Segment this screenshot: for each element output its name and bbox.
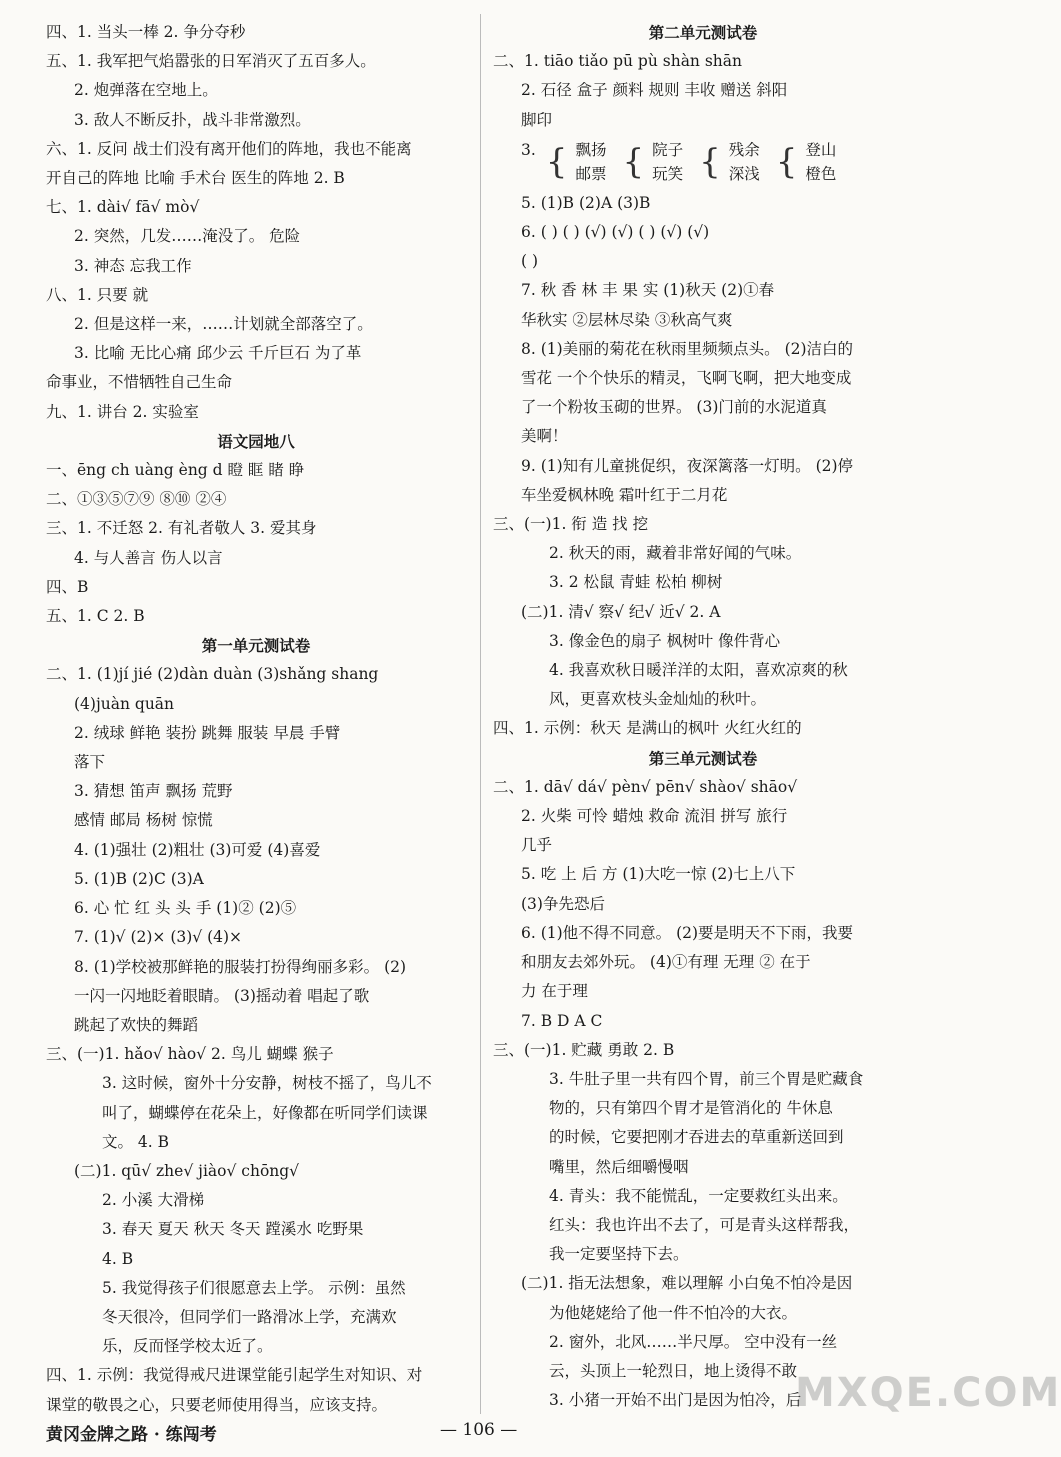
answer-line: 6. ( ) ( ) (√) (√) ( ) (√) (√) — [521, 223, 710, 242]
answer-line: 云，头顶上一轮烈日，地上烫得不敢 — [549, 1361, 798, 1380]
answer-line: 落下 — [74, 753, 106, 772]
answer-line: 几乎 — [521, 836, 553, 855]
answer-line: 开自己的阵地 比喻 手术台 医生的阵地 2. B — [46, 169, 345, 188]
answer-line: 三、(一)1. hǎo√ hào√ 2. 鸟儿 蝴蝶 猴子 — [46, 1045, 334, 1064]
answer-line: 3. 牛肚子里一共有四个胃，前三个胃是贮藏食 — [549, 1069, 864, 1088]
answer-line: (二)1. 指无法想象，难以理解 小白兔不怕冷是因 — [521, 1274, 853, 1293]
right-top-block — [493, 18, 913, 135]
answer-line: 5. (1)B (2)C (3)A — [74, 869, 204, 888]
answer-line: 2. 炮弹落在空地上。 — [74, 81, 218, 100]
answer-line: 一、ēng ch uàng èng d 瞪 眶 睹 睁 — [46, 461, 305, 480]
answer-line: 第三单元测试卷 — [648, 748, 758, 768]
answer-line: 4. 我喜欢秋日暖洋洋的太阳，喜欢凉爽的秋 — [549, 661, 848, 680]
answer-line: 三、1. 不迁怒 2. 有礼者敬人 3. 爱其身 — [46, 519, 317, 538]
answer-line: 力 在于理 — [521, 982, 588, 1001]
answer-line: 感情 邮局 杨树 惊慌 — [74, 811, 213, 830]
answer-line: 4. B — [102, 1249, 134, 1268]
brace-word: 院子 — [652, 140, 684, 159]
right-column — [493, 18, 913, 1415]
brace-group — [622, 138, 689, 186]
answer-line: 四、1. 当头一棒 2. 争分夺秒 — [46, 23, 246, 41]
answer-line: 7. 秋 香 林 丰 果 实 (1)秋天 (2)①春 — [521, 281, 775, 300]
brace-word: 登山 — [805, 140, 837, 159]
answer-line: 四、1. 示例：我觉得戒尺进课堂能引起学生对知识、对 — [46, 1366, 423, 1385]
answer-line: 语文园地八 — [217, 431, 295, 451]
watermark-logo: MXQE.COM — [795, 1370, 1061, 1416]
brace-word: 深浅 — [728, 164, 760, 183]
answer-line: 3. 神态 忘我工作 — [74, 256, 192, 275]
answer-line: 2. 窗外，北风……半尺厚。 空中没有一丝 — [549, 1332, 838, 1351]
column-divider — [480, 14, 481, 1414]
left-column — [46, 18, 466, 1420]
brace-icon: { — [545, 141, 568, 182]
answer-line: 二、1. (1)jí jié (2)dàn duàn (3)shǎng shang — [46, 665, 379, 684]
answer-line: 三、(一)1. 贮藏 勇敢 2. B — [493, 1040, 675, 1059]
answer-line: 九、1. 讲台 2. 实验室 — [46, 402, 199, 421]
answer-line: 三、(一)1. 衔 造 找 挖 — [493, 515, 649, 534]
page-number: — 106 — — [440, 1420, 518, 1440]
brace-icon: { — [775, 141, 798, 182]
brace-group — [546, 138, 613, 186]
answer-line: (4)juàn quān — [74, 694, 175, 713]
answer-line: 7. (1)√ (2)× (3)√ (4)× — [74, 928, 243, 947]
brace-word: 橙色 — [805, 164, 837, 183]
brace-icon: { — [622, 141, 645, 182]
answer-line: (二)1. 清√ 察√ 纪√ 近√ 2. A — [521, 602, 721, 621]
answer-line: 六、1. 反问 战士们没有离开他们的阵地，我也不能离 — [46, 139, 412, 158]
answer-line: 脚印 — [521, 110, 553, 129]
answer-line: 6. (1)他不得不同意。 (2)要是明天不下雨，我要 — [521, 923, 854, 942]
answer-line: 2. 石径 盒子 颜料 规则 丰收 赠送 斜阳 — [521, 81, 788, 100]
answer-line: 4. 青头：我不能慌乱，一定要救红头出来。 — [549, 1186, 848, 1205]
answer-line: 命事业，不惜牺牲自己生命 — [46, 373, 233, 392]
brace-label: 3. — [521, 140, 536, 159]
brace-group — [699, 138, 766, 186]
answer-line: 七、1. dài√ fā√ mò√ — [46, 198, 200, 217]
answer-line: 7. B D A C — [521, 1011, 603, 1030]
brace-word: 残余 — [728, 140, 760, 159]
answer-line: 3. 猜想 笛声 飘扬 荒野 — [74, 782, 233, 801]
answer-line: 风，更喜欢枝头金灿灿的秋叶。 — [549, 690, 767, 709]
brace-word: 邮票 — [575, 164, 607, 183]
answer-line: 冬天很冷，但同学们一路滑冰上学，充满欢 — [102, 1307, 397, 1326]
answer-line: 雪花 一个个快乐的精灵，飞啊飞啊，把大地变成 — [521, 369, 852, 388]
answer-line: 二、1. tiāo tiǎo pū pù shàn shān — [493, 52, 742, 71]
answer-line: 二、①③⑤⑦⑨ ⑧⑩ ②④ — [46, 490, 227, 509]
footer-brand: 黄冈金牌之路 · 练闯考 — [46, 1425, 217, 1445]
answer-line: (3)争先恐后 — [521, 894, 605, 913]
answer-line: 4. (1)强壮 (2)粗壮 (3)可爱 (4)喜爱 — [74, 840, 321, 859]
answer-line: 课堂的敬畏之心，只要老师使用得当，应该支持。 — [46, 1395, 388, 1414]
answer-line: 第二单元测试卷 — [648, 23, 758, 42]
brace-word: 玩笑 — [652, 164, 684, 183]
answer-line: 9. (1)知有儿童挑促织，夜深篱落一灯明。 (2)停 — [521, 456, 854, 475]
answer-line: 一闪一闪地眨着眼睛。 (3)摇动着 唱起了歌 — [74, 986, 370, 1005]
right-bottom-block — [493, 189, 913, 1416]
answer-line: 4. 与人善言 伤人以言 — [74, 548, 223, 567]
answer-line: 第一单元测试卷 — [201, 636, 311, 656]
answer-line: 3. 小猪一开始不出门是因为怕冷，后 — [549, 1391, 802, 1410]
answer-line: 3. 2 松鼠 青蛙 松柏 柳树 — [549, 573, 723, 592]
answer-line: 8. (1)学校被那鲜艳的服装打扮得绚丽多彩。 (2) — [74, 957, 407, 976]
answer-line: 叫了，蝴蝶停在花朵上，好像都在听同学们读课 — [102, 1103, 428, 1122]
answer-line: 3. 像金色的扇子 枫树叶 像件背心 — [549, 631, 781, 650]
answer-line: 嘴里，然后细嚼慢咽 — [549, 1157, 689, 1176]
answer-line: 8. (1)美丽的菊花在秋雨里频频点头。 (2)洁白的 — [521, 339, 854, 358]
answer-line: 四、1. 示例：秋天 是满山的枫叶 火红火红的 — [493, 719, 802, 738]
answer-line: 四、B — [46, 577, 89, 596]
answer-line: 跳起了欢快的舞蹈 — [74, 1015, 199, 1034]
answer-line: 5. 我觉得孩子们很愿意去上学。 示例：虽然 — [102, 1278, 406, 1297]
answer-line: 八、1. 只要 就 — [46, 285, 149, 304]
brace-word: 飘扬 — [575, 140, 607, 159]
answer-line: 二、1. dā√ dá√ pèn√ pēn√ shào√ shāo√ — [493, 777, 798, 796]
answer-line: 3. 比喻 无比心痛 邱少云 千斤巨石 为了革 — [74, 344, 362, 363]
answer-line: (二)1. qū√ zhe√ jiào√ chōng√ — [74, 1161, 300, 1180]
answer-line: 美啊！ — [521, 427, 568, 446]
answer-line: 3. 这时候，窗外十分安静，树枝不摇了，鸟儿不 — [102, 1074, 432, 1093]
answer-line: 5. (1)B (2)A (3)B — [521, 193, 651, 212]
answer-line: 2. 秋天的雨，藏着非常好闻的气味。 — [549, 544, 802, 563]
answer-line: 2. 火柴 可怜 蜡烛 救命 流泪 拼写 旅行 — [521, 807, 788, 826]
answer-line: 五、1. C 2. B — [46, 607, 145, 626]
answer-line: 2. 突然，几发……淹没了。 危险 — [74, 227, 301, 246]
answer-line: 我一定要坚持下去。 — [549, 1245, 689, 1264]
answer-line: 了一个粉妆玉砌的世界。 (3)门前的水泥道真 — [521, 398, 827, 417]
answer-line: 3. 敌人不断反扑，战斗非常激烈。 — [74, 110, 311, 129]
answer-line: 5. 吃 上 后 方 (1)大吃一惊 (2)七上八下 — [521, 865, 796, 884]
answer-line: 6. 心 忙 红 头 头 手 (1)② (2)⑤ — [74, 899, 297, 918]
answer-line: 2. 但是这样一来，……计划就全部落空了。 — [74, 315, 373, 334]
answer-line: 和朋友去郊外玩。 (4)①有理 无理 ② 在于 — [521, 953, 811, 972]
answer-line: 文。 4. B — [102, 1132, 170, 1151]
brace-icon: { — [699, 141, 721, 182]
answer-line: 3. 春天 夏天 秋天 冬天 蹚溪水 吃野果 — [102, 1220, 364, 1239]
brace-group — [776, 138, 843, 186]
answer-line: 的时候，它要把刚才吞进去的草重新送回到 — [549, 1128, 844, 1147]
answer-line: 华秋实 ②层林尽染 ③秋高气爽 — [521, 310, 733, 329]
brace-answer-row — [493, 138, 913, 186]
answer-line: 乐，反而怪学校太近了。 — [102, 1337, 273, 1356]
answer-line: 为他姥姥给了他一件不怕冷的大衣。 — [549, 1303, 798, 1322]
answer-line: 物的，只有第四个胃才是管消化的 牛休息 — [549, 1099, 833, 1118]
answer-line: 2. 小溪 大滑梯 — [102, 1191, 205, 1210]
answer-line: 车坐爱枫林晚 霜叶红于二月花 — [521, 485, 728, 504]
answer-line: 2. 绒球 鲜艳 装扮 跳舞 服装 早晨 手臂 — [74, 723, 341, 742]
answer-line: 红头：我也许出不去了，可是青头这样帮我， — [549, 1215, 860, 1234]
answer-line: ( ) — [521, 252, 539, 271]
answer-line: 五、1. 我军把气焰嚣张的日军消灭了五百多人。 — [46, 52, 376, 71]
